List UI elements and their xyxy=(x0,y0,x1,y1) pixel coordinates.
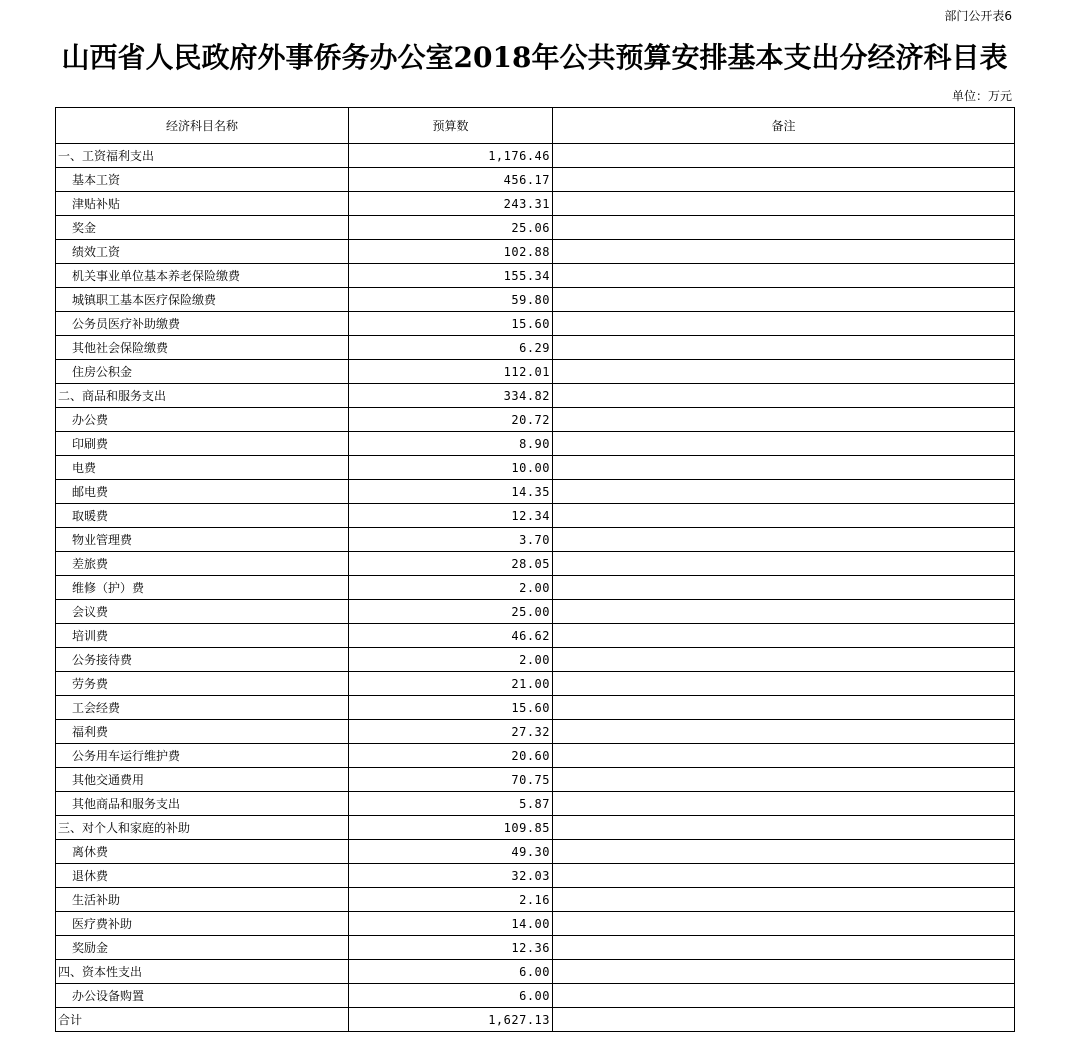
row-amount: 2.16 xyxy=(349,888,553,912)
row-amount: 28.05 xyxy=(349,552,553,576)
row-name: 奖金 xyxy=(56,216,349,240)
row-note xyxy=(553,648,1015,672)
row-amount: 14.00 xyxy=(349,912,553,936)
row-note xyxy=(553,360,1015,384)
row-amount: 20.60 xyxy=(349,744,553,768)
row-note xyxy=(553,288,1015,312)
row-note xyxy=(553,240,1015,264)
row-amount: 8.90 xyxy=(349,432,553,456)
table-row xyxy=(56,552,1015,576)
table-row xyxy=(56,960,1015,984)
form-number: 部门公开表6 xyxy=(944,9,1012,23)
unit-label: 单位：万元 xyxy=(951,89,1012,103)
row-name: 合计 xyxy=(56,1008,349,1032)
row-note xyxy=(553,192,1015,216)
table-row xyxy=(56,624,1015,648)
row-name: 公务用车运行维护费 xyxy=(56,744,349,768)
row-name: 机关事业单位基本养老保险缴费 xyxy=(56,264,349,288)
table-row xyxy=(56,984,1015,1008)
row-note xyxy=(553,504,1015,528)
row-note xyxy=(553,696,1015,720)
row-name: 电费 xyxy=(56,456,349,480)
row-name: 其他社会保险缴费 xyxy=(56,336,349,360)
table-row xyxy=(56,912,1015,936)
row-amount: 25.06 xyxy=(349,216,553,240)
table-row xyxy=(56,240,1015,264)
row-amount: 5.87 xyxy=(349,792,553,816)
row-note xyxy=(553,1008,1015,1032)
row-name: 城镇职工基本医疗保险缴费 xyxy=(56,288,349,312)
row-amount: 14.35 xyxy=(349,480,553,504)
row-name: 取暖费 xyxy=(56,504,349,528)
row-note xyxy=(553,312,1015,336)
row-amount: 1,176.46 xyxy=(349,144,553,168)
row-amount: 155.34 xyxy=(349,264,553,288)
row-note xyxy=(553,144,1015,168)
table-row xyxy=(56,648,1015,672)
row-name: 物业管理费 xyxy=(56,528,349,552)
expenditure-table xyxy=(55,107,1015,1032)
row-name: 一、工资福利支出 xyxy=(56,144,349,168)
table-row xyxy=(56,336,1015,360)
row-note xyxy=(553,864,1015,888)
table-body xyxy=(56,144,1015,1032)
header-amount: 预算数 xyxy=(349,108,553,144)
table-row xyxy=(56,936,1015,960)
row-name: 二、商品和服务支出 xyxy=(56,384,349,408)
row-amount: 27.32 xyxy=(349,720,553,744)
table-row xyxy=(56,480,1015,504)
row-note xyxy=(553,840,1015,864)
row-name: 奖励金 xyxy=(56,936,349,960)
row-amount: 25.00 xyxy=(349,600,553,624)
table-row xyxy=(56,768,1015,792)
table-row xyxy=(56,840,1015,864)
row-name: 其他交通费用 xyxy=(56,768,349,792)
row-note xyxy=(553,936,1015,960)
table-row xyxy=(56,216,1015,240)
row-note xyxy=(553,744,1015,768)
row-name: 会议费 xyxy=(56,600,349,624)
row-amount: 32.03 xyxy=(349,864,553,888)
row-amount: 1,627.13 xyxy=(349,1008,553,1032)
row-note xyxy=(553,912,1015,936)
row-amount: 46.62 xyxy=(349,624,553,648)
header-name: 经济科目名称 xyxy=(56,108,349,144)
row-amount: 15.60 xyxy=(349,696,553,720)
row-note xyxy=(553,816,1015,840)
row-amount: 6.00 xyxy=(349,960,553,984)
table-row xyxy=(56,360,1015,384)
row-name: 生活补助 xyxy=(56,888,349,912)
table-row xyxy=(56,144,1015,168)
table-row xyxy=(56,528,1015,552)
row-name: 住房公积金 xyxy=(56,360,349,384)
row-note xyxy=(553,672,1015,696)
row-name: 基本工资 xyxy=(56,168,349,192)
table-row xyxy=(56,792,1015,816)
row-name: 退休费 xyxy=(56,864,349,888)
row-name: 公务员医疗补助缴费 xyxy=(56,312,349,336)
row-amount: 112.01 xyxy=(349,360,553,384)
row-name: 邮电费 xyxy=(56,480,349,504)
row-note xyxy=(553,216,1015,240)
table-row xyxy=(56,600,1015,624)
row-amount: 456.17 xyxy=(349,168,553,192)
row-amount: 6.00 xyxy=(349,984,553,1008)
row-name: 劳务费 xyxy=(56,672,349,696)
row-name: 四、资本性支出 xyxy=(56,960,349,984)
table-row xyxy=(56,288,1015,312)
row-amount: 15.60 xyxy=(349,312,553,336)
row-name: 其他商品和服务支出 xyxy=(56,792,349,816)
row-note xyxy=(553,600,1015,624)
row-amount: 3.70 xyxy=(349,528,553,552)
row-name: 差旅费 xyxy=(56,552,349,576)
page-title: 山西省人民政府外事侨务办公室2018年公共预算安排基本支出分经济科目表 xyxy=(61,41,1008,74)
row-note xyxy=(553,960,1015,984)
row-amount: 12.36 xyxy=(349,936,553,960)
row-name: 培训费 xyxy=(56,624,349,648)
table-row xyxy=(56,312,1015,336)
row-note xyxy=(553,432,1015,456)
row-note xyxy=(553,528,1015,552)
table-row xyxy=(56,504,1015,528)
row-note xyxy=(553,264,1015,288)
table-row xyxy=(56,576,1015,600)
table-row xyxy=(56,744,1015,768)
table-row xyxy=(56,816,1015,840)
row-name: 绩效工资 xyxy=(56,240,349,264)
row-amount: 334.82 xyxy=(349,384,553,408)
row-note xyxy=(553,768,1015,792)
row-note xyxy=(553,888,1015,912)
row-amount: 109.85 xyxy=(349,816,553,840)
row-name: 维修（护）费 xyxy=(56,576,349,600)
row-amount: 102.88 xyxy=(349,240,553,264)
row-note xyxy=(553,720,1015,744)
table-row xyxy=(56,432,1015,456)
row-note xyxy=(553,384,1015,408)
row-amount: 70.75 xyxy=(349,768,553,792)
table-row xyxy=(56,192,1015,216)
table-row xyxy=(56,384,1015,408)
row-amount: 10.00 xyxy=(349,456,553,480)
row-name: 离休费 xyxy=(56,840,349,864)
row-amount: 59.80 xyxy=(349,288,553,312)
row-note xyxy=(553,576,1015,600)
row-note xyxy=(553,552,1015,576)
row-name: 津贴补贴 xyxy=(56,192,349,216)
row-note xyxy=(553,336,1015,360)
row-name: 福利费 xyxy=(56,720,349,744)
table-row xyxy=(56,456,1015,480)
row-amount: 243.31 xyxy=(349,192,553,216)
row-amount: 21.00 xyxy=(349,672,553,696)
row-amount: 6.29 xyxy=(349,336,553,360)
row-name: 办公费 xyxy=(56,408,349,432)
row-name: 三、对个人和家庭的补助 xyxy=(56,816,349,840)
row-amount: 49.30 xyxy=(349,840,553,864)
table-row xyxy=(56,864,1015,888)
table-header-row xyxy=(56,108,1015,144)
row-note xyxy=(553,168,1015,192)
table-row xyxy=(56,168,1015,192)
row-name: 工会经费 xyxy=(56,696,349,720)
row-name: 医疗费补助 xyxy=(56,912,349,936)
table-row xyxy=(56,696,1015,720)
row-name: 办公设备购置 xyxy=(56,984,349,1008)
row-amount: 2.00 xyxy=(349,576,553,600)
row-name: 公务接待费 xyxy=(56,648,349,672)
table-row xyxy=(56,888,1015,912)
row-note xyxy=(553,624,1015,648)
row-amount: 2.00 xyxy=(349,648,553,672)
row-amount: 20.72 xyxy=(349,408,553,432)
row-note xyxy=(553,480,1015,504)
row-note xyxy=(553,984,1015,1008)
row-name: 印刷费 xyxy=(56,432,349,456)
row-note xyxy=(553,456,1015,480)
table-row xyxy=(56,672,1015,696)
row-note xyxy=(553,408,1015,432)
table-row xyxy=(56,264,1015,288)
table-row xyxy=(56,1008,1015,1032)
row-amount: 12.34 xyxy=(349,504,553,528)
header-note: 备注 xyxy=(553,108,1015,144)
row-note xyxy=(553,792,1015,816)
table-row xyxy=(56,720,1015,744)
table-row xyxy=(56,408,1015,432)
